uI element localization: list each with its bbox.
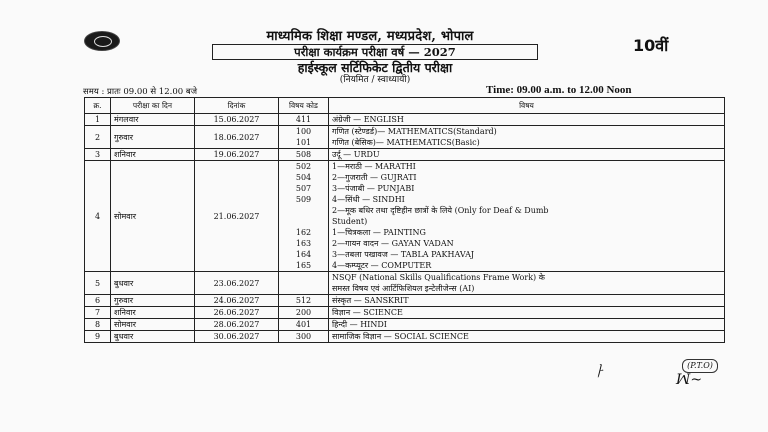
subject-code (282, 283, 325, 294)
row-date: 23.06.2027 (195, 272, 279, 295)
row-subjects (329, 331, 725, 343)
row-day: शनिवार (111, 149, 195, 161)
row-codes (279, 161, 329, 272)
row-day: सोमवार (111, 161, 195, 272)
subject-code: 504 (295, 173, 312, 182)
subject-code: 508 (295, 150, 312, 159)
subject-code (282, 272, 325, 283)
header-subject: विषय (329, 98, 725, 114)
subject-name: 4—कम्प्यूटर — COMPUTER (332, 261, 432, 270)
signature: ꟽ~ (676, 372, 703, 388)
table-row (85, 331, 725, 343)
table-header-row (85, 98, 725, 114)
time-hindi: समय : प्रातः 09.00 से 12.00 बजे (83, 87, 198, 97)
row-day: गुरुवार (111, 295, 195, 307)
row-date: 21.06.2027 (195, 161, 279, 272)
subject-name: 3—तबला पखावज — TABLA PAKHAVAJ (332, 250, 475, 259)
board-name: माध्यमिक शिक्षा मण्डल, मध्यप्रदेश, भोपाल (266, 29, 474, 44)
row-codes (279, 126, 329, 149)
table-body (85, 114, 725, 343)
row-date: 15.06.2027 (195, 114, 279, 126)
subject-name: उर्दू — URDU (332, 150, 380, 159)
row-date: 30.06.2027 (195, 331, 279, 343)
row-serial: 1 (85, 114, 111, 126)
row-serial: 7 (85, 307, 111, 319)
subject-name: 4—सिंधी — SINDHI (332, 195, 405, 204)
subject-code: 401 (295, 320, 312, 329)
header-day: परीक्षा का दिन (111, 98, 195, 114)
row-serial: 6 (85, 295, 111, 307)
table-row (85, 114, 725, 126)
row-serial: 8 (85, 319, 111, 331)
subject-name: हिन्दी — HINDI (332, 320, 387, 329)
row-codes (279, 295, 329, 307)
row-subjects (329, 295, 725, 307)
subject-code: 512 (295, 296, 312, 305)
subject-code (282, 205, 325, 216)
row-day: शनिवार (111, 307, 195, 319)
subject-name: 3—पंजाबी — PUNJABI (332, 184, 415, 193)
candidate-type: (नियमित / स्वाध्यायी) (339, 75, 411, 85)
subject-code: 165 (295, 261, 312, 270)
certificate-title: हाईस्कूल सर्टिफिकेट द्वितीय परीक्षा (297, 60, 453, 75)
subject-code: 100 (295, 127, 312, 136)
row-date: 18.06.2027 (195, 126, 279, 149)
subject-code: 162 (295, 228, 312, 237)
subject-code: 200 (295, 308, 312, 317)
time-english: Time: 09.00 a.m. to 12.00 Noon (486, 84, 632, 96)
subject-name: समस्त विषय एवं आर्टिफिशियल इन्टेलीजेन्स (AI) (332, 284, 475, 293)
subject-code: 163 (295, 239, 312, 248)
row-codes (279, 307, 329, 319)
row-serial: 3 (85, 149, 111, 161)
row-day: गुरुवार (111, 126, 195, 149)
subject-name: Student) (332, 217, 368, 226)
row-codes (279, 114, 329, 126)
subject-name: 2—गुजराती — GUJRATI (332, 173, 417, 182)
subject-code: 411 (295, 115, 312, 124)
header-code: विषय कोड (279, 98, 329, 114)
subject-name: 2—मूक बधिर तथा दृष्टिहीन छात्रों के लिये (Only for Deaf & Dumb (332, 206, 549, 215)
subject-code: 502 (295, 162, 312, 171)
signature-mark: ㅏ (592, 364, 606, 380)
subject-name: 1—मराठी — MARATHI (332, 162, 416, 171)
subject-name: संस्कृत — SANSKRIT (332, 296, 409, 305)
exam-schedule-table (84, 97, 725, 343)
row-subjects (329, 149, 725, 161)
row-serial: 9 (85, 331, 111, 343)
row-serial: 4 (85, 161, 111, 272)
row-day: मंगलवार (111, 114, 195, 126)
pto-note: (P.T.O) (682, 359, 718, 373)
subject-code: 300 (295, 332, 312, 341)
row-subjects (329, 272, 725, 295)
row-serial: 2 (85, 126, 111, 149)
table-row (85, 319, 725, 331)
table-row (85, 307, 725, 319)
subject-name: NSQF (National Skills Qualifications Frame Work) के (332, 273, 545, 282)
subject-name: विज्ञान — SCIENCE (332, 308, 403, 317)
table-row (85, 272, 725, 295)
row-day: सोमवार (111, 319, 195, 331)
row-codes (279, 272, 329, 295)
table-row (85, 161, 725, 272)
subject-name: अंग्रेजी — ENGLISH (332, 115, 404, 124)
subject-code: 101 (295, 138, 312, 147)
table-row (85, 126, 725, 149)
row-date: 19.06.2027 (195, 149, 279, 161)
subject-code (282, 216, 325, 227)
header-serial: क्र. (85, 98, 111, 114)
row-codes (279, 149, 329, 161)
row-subjects (329, 319, 725, 331)
row-subjects (329, 114, 725, 126)
row-serial: 5 (85, 272, 111, 295)
class-label: 10वीं (633, 36, 669, 55)
subject-name: गणित (स्टेण्डर्ड)— MATHEMATICS(Standard) (332, 127, 497, 136)
row-codes (279, 331, 329, 343)
row-date: 26.06.2027 (195, 307, 279, 319)
row-subjects (329, 126, 725, 149)
row-day: बुधवार (111, 272, 195, 295)
subject-name: सामाजिक विज्ञान — SOCIAL SCIENCE (332, 332, 469, 341)
row-subjects (329, 161, 725, 272)
subject-code: 507 (295, 184, 312, 193)
table-row (85, 149, 725, 161)
row-subjects (329, 307, 725, 319)
row-date: 24.06.2027 (195, 295, 279, 307)
subject-code: 509 (295, 195, 312, 204)
subject-name: 2—गायन वादन — GAYAN VADAN (332, 239, 454, 248)
subject-name: 1—चित्रकला — PAINTING (332, 228, 426, 237)
row-date: 28.06.2027 (195, 319, 279, 331)
row-day: बुधवार (111, 331, 195, 343)
subject-code: 164 (295, 250, 312, 259)
table-row (85, 295, 725, 307)
board-emblem-icon (84, 31, 120, 51)
subject-name: गणित (बेसिक)— MATHEMATICS(Basic) (332, 138, 480, 147)
row-codes (279, 319, 329, 331)
exam-title: परीक्षा कार्यक्रम परीक्षा वर्ष — 2027 (212, 44, 538, 60)
header-date: दिनांक (195, 98, 279, 114)
